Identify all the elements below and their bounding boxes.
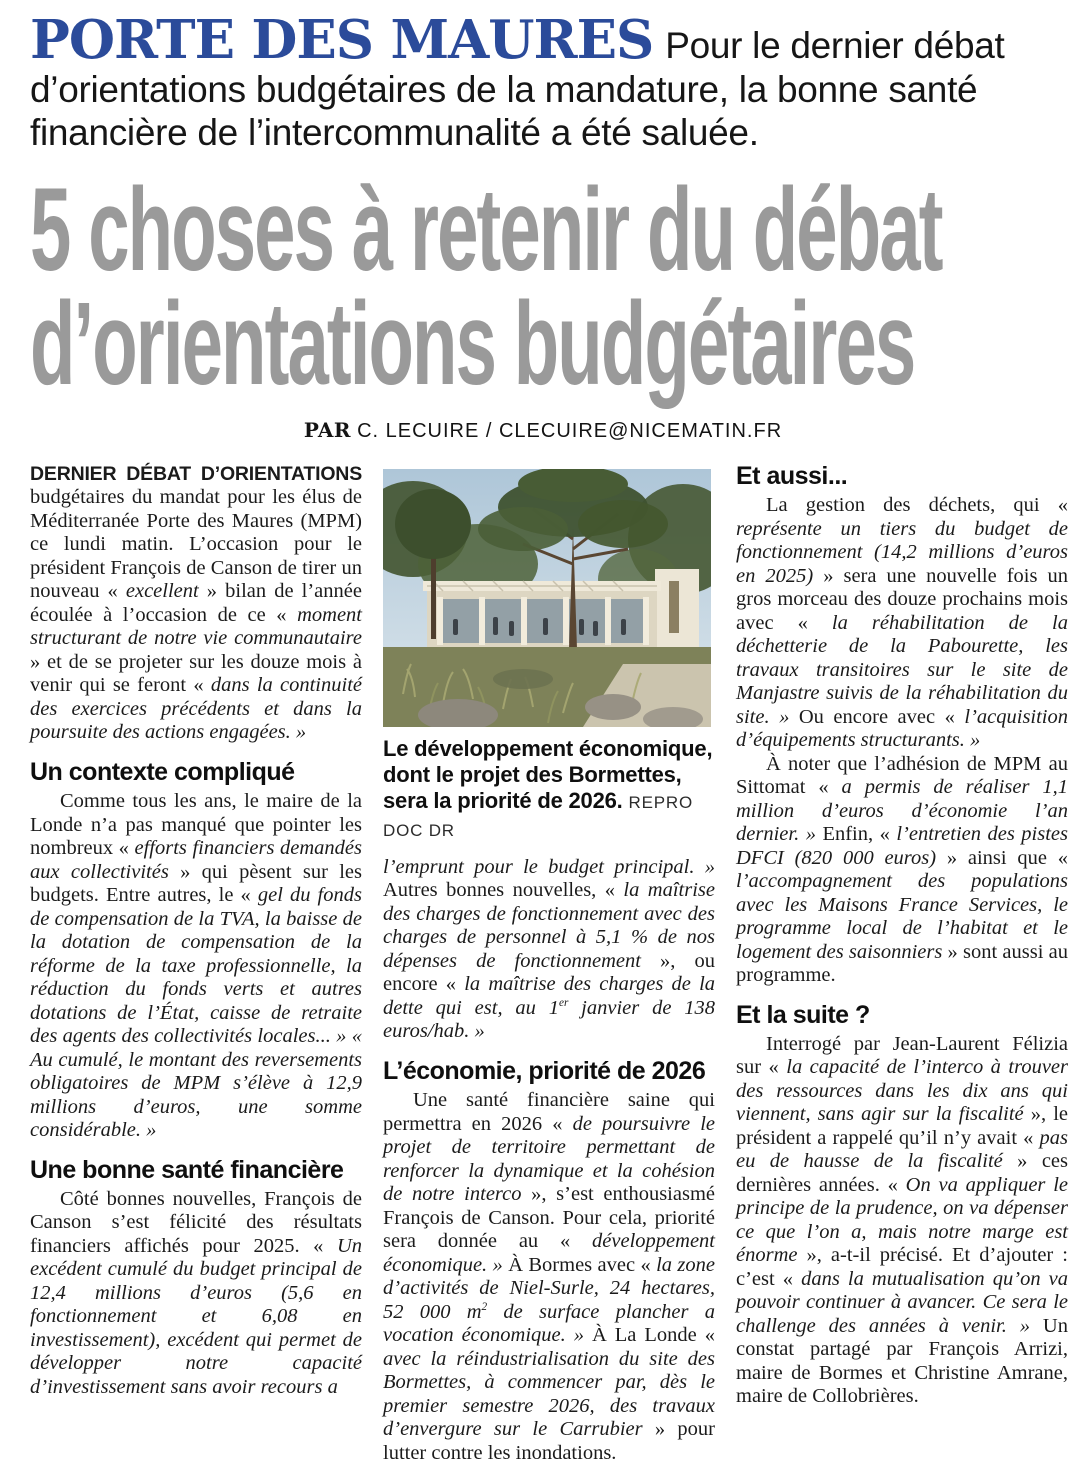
article-columns bbox=[30, 461, 1069, 1465]
paragraph-sante-financiere: Côté bonnes nouvelles, François de Canson s’est félicité des résultats financiers affichés pour 2025. « Un excédent cumulé du budget principal de 12,4 millions d’euros (5,6 en fonctionnement et 6,08 en investissement), excédent qui permet de développer notre capacité d’investissement sans avoir recours a bbox=[30, 1187, 362, 1398]
main-headline bbox=[30, 163, 942, 411]
subhead-sante-financiere: Une bonne santé financière bbox=[30, 1155, 344, 1184]
subhead-economie: L’économie, priorité de 2026 bbox=[383, 1056, 706, 1085]
photo-credit: REPRO DOC DR bbox=[383, 792, 693, 840]
column-3 bbox=[736, 463, 1068, 1409]
headline-line-1: 5 choses à retenir du débat bbox=[30, 163, 942, 296]
column-2 bbox=[383, 463, 715, 1465]
photo-caption bbox=[383, 736, 715, 844]
architectural-rendering-photo bbox=[383, 469, 711, 727]
paragraph-economie: Une santé financière saine qui permettra en 2026 « de poursuivre le projet de territoire permettant de renforcer la dynamique et la cohésion de notre interco », s’est enthousiasmé François de Canson. Pour cela, priorité sera donnée au « développement économique. » À Bormes avec « la zone d’activités de Niel-Surle, 24 hectares, 52 000 $m^2$ de surface plancher a vocation économique. » À La Londe « avec la réindustrialisation du site des Bormettes, à commencer par, dès le premier semestre 2026, des travaux d’envergure sur le Carrubier » pour lutter contre les inondations. bbox=[383, 1089, 716, 1464]
paragraph-emprunt: l’emprunt pour le budget principal. » Autres bonnes nouvelles, « la maîtrise des charges de fonctionnement avec des charges de personnel à 5,1 % de nos dépenses de fonctionnement », ou encore « la maîtrise des charges de la dette qui est, au 1er janvier de 138 euros/hab. » bbox=[383, 855, 716, 1043]
byline-author: C. LECUIRE / CLECUIRE@NICEMATIN.FR bbox=[357, 419, 783, 442]
photo-caption-text: Le développement économique, dont le projet des Bormettes, sera la priorité de 2026. bbox=[383, 735, 713, 813]
paragraph-dechets: La gestion des déchets, qui « représente un tiers du budget de fonctionnement (14,2 millions d’euros en 2025) » sera une nouvelle fois un gros morceau des douze prochains mois avec « la réhabilitation de la déchetterie de la Pabourette, les travaux transitoires sur le site de Manjastre suivis de la réhabilitation du site. » Ou encore avec « l’acquisition d’équipements structurants. » bbox=[736, 494, 1069, 752]
kicker bbox=[30, 9, 1056, 155]
byline bbox=[30, 418, 1056, 443]
kicker-section-title: PORTE DES MAURES bbox=[30, 9, 654, 71]
subhead-contexte: Un contexte compliqué bbox=[30, 757, 295, 786]
paragraph-lead: DERNIER DÉBAT D’ORIENTATIONS budgétaires du mandat pour les élus de Méditerranée Porte des Maures (MPM) ce lundi matin. L’occasion pour le président François de Canson de tirer un nouveau « excellent » bilan de l’année écoulée à l’occasion de ce « moment structurant de notre vie communautaire » et de se projeter sur les douze mois à venir qui se feront « dans la continuité des exercices précédents et dans la poursuite des actions engagées. » bbox=[30, 462, 362, 744]
kicker-standfirst: Pour le dernier débat d’orientations budgétaires de la mandature, la bonne santé financière de l’intercommunalité a été saluée. bbox=[30, 25, 1005, 154]
column-1 bbox=[30, 463, 362, 1400]
article-photo bbox=[383, 469, 715, 844]
byline-par-label: PAR bbox=[303, 417, 352, 442]
headline-line-2: d’orientations budgétaires bbox=[30, 278, 915, 411]
subhead-et-aussi: Et aussi... bbox=[736, 461, 848, 490]
paragraph-sittomat: À noter que l’adhésion de MPM au Sittomat « a permis de réaliser 1,1 million d’euros d’économie l’an dernier. » Enfin, « l’entretien des pistes DFCI (820 000 euros) » ainsi que « l’accompagnement des populations avec les Maisons France Services, le programme local de l’habitat et le logement des saisonniers » sont aussi au programme. bbox=[736, 752, 1068, 987]
paragraph-contexte: Comme tous les ans, le maire de la Londe n’a pas manqué que pointer les nombreux « efforts financiers demandés aux collectivités » qui pèsent sur les budgets. Entre autres, le « gel du fonds de compensation de la TVA, la baisse de la dotation de compensation de la réforme de la taxe professionnelle, la réduction du fonds verts et autres dotations de l’État, caisse de retraite des agents des collectivités locales... » « Au cumulé, le montant des reversements obligatoires de MPM s’élève à 12,9 millions d’euros, une somme considérable. » bbox=[30, 790, 363, 1142]
paragraph-suite: Interrogé par Jean-Laurent Félizia sur « la capacité de l’interco à trouver des ressources dans les dix ans qui viennent, sans agir sur la fiscalité », le président a rappelé qu’il n’y avait « pas eu de hausse de la fiscalité » ces dernières années. « On va appliquer le principe de la prudence, on va dépenser ce que l’on a, mais notre marge est énorme », a-t-il précisé. Et d’ajouter : c’est « dans la mutualisation qu’on va pouvoir continuer à avancer. Ce sera le challenge des années à venir. » Un constat partagé par François Arrizi, maire de Bormes et Christine Amrane, maire de Collobrières. bbox=[736, 1032, 1069, 1408]
subhead-et-la-suite: Et la suite ? bbox=[736, 1000, 870, 1029]
